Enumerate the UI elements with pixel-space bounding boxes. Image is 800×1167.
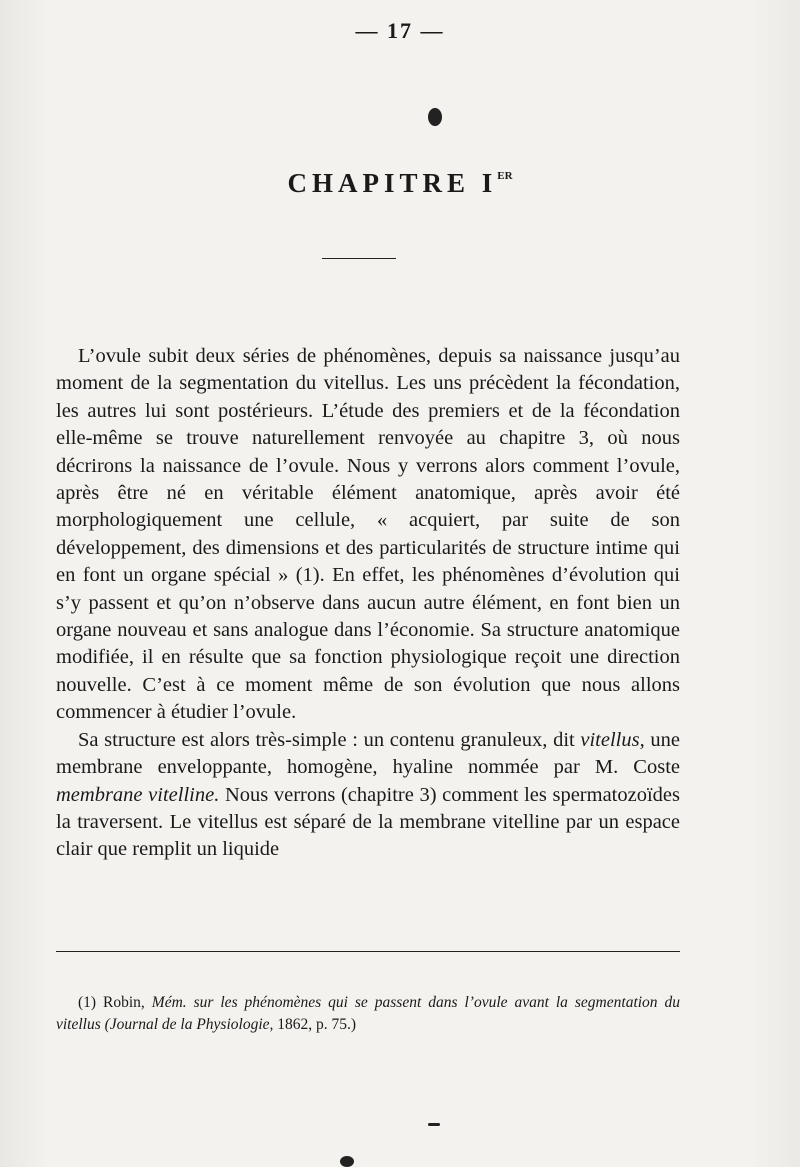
ink-blot bbox=[428, 108, 442, 126]
paragraph bbox=[56, 727, 680, 864]
ink-mark bbox=[340, 1156, 354, 1167]
body-text bbox=[56, 343, 680, 864]
footnote bbox=[56, 992, 680, 1036]
page-number: — 17 — bbox=[355, 18, 445, 43]
italic-term: vitellus, bbox=[580, 728, 645, 751]
paragraph: L’ovule subit deux séries de phénomènes, depuis sa naissance jusqu’au moment de la segmentation du vitellus. Les uns précèdent la fécondation, les autres lui sont postérieurs. L’étude des premiers et de la fécondation elle-même se trouve naturellement renvoyée au chapitre 3, où nous décrirons la naissance de l’ovule. Nous y verrons alors comment l’ovule, après être né en véritable élément anatomique, après avoir été morphologiquement une cellule, « acquiert, par suite de son développement, des dimensions et des particularités de structure intime qui en font un organe spécial » (1). En effet, les phénomènes d’évolution qui s’y passent et qu’on n’observe dans aucun autre élément, en font bien un organe nouveau et sans analogue dans l’économie. Sa structure anatomique modifiée, il en résulte que sa fonction physiologique reçoit une direction nouvelle. C’est à ce moment même de son évolution que nous allons commencer à étudier l’ovule. bbox=[56, 345, 680, 724]
footnote-citation: Mém. sur les phénomènes qui se passent dans l’ovule avant la segmentation du vitellus (Journal de la Physiologie, bbox=[56, 994, 681, 1033]
text-run: Nous verrons (chapitre 3) comment les spermatozoïdes la traversent. Le vitellus est séparé de la membrane vitelline par un espace clair que remplit un liquide bbox=[56, 783, 680, 861]
chapter-rule bbox=[322, 258, 396, 259]
chapter-heading bbox=[0, 168, 800, 199]
text-run: une membrane enveloppante, homogène, hyaline nommée par M. Coste bbox=[56, 728, 680, 779]
footnote-rule bbox=[56, 951, 680, 952]
chapter-title: CHAPITRE I bbox=[287, 168, 498, 198]
text-run: Sa structure est alors très-simple : un contenu granuleux, dit bbox=[78, 728, 581, 751]
footnote-text: 1862, p. 75.) bbox=[273, 1016, 357, 1033]
ink-mark bbox=[428, 1123, 440, 1126]
footnote-text: (1) Robin, bbox=[78, 994, 152, 1011]
italic-term: membrane vitelline. bbox=[56, 783, 220, 806]
chapter-superscript: ER bbox=[497, 170, 513, 182]
